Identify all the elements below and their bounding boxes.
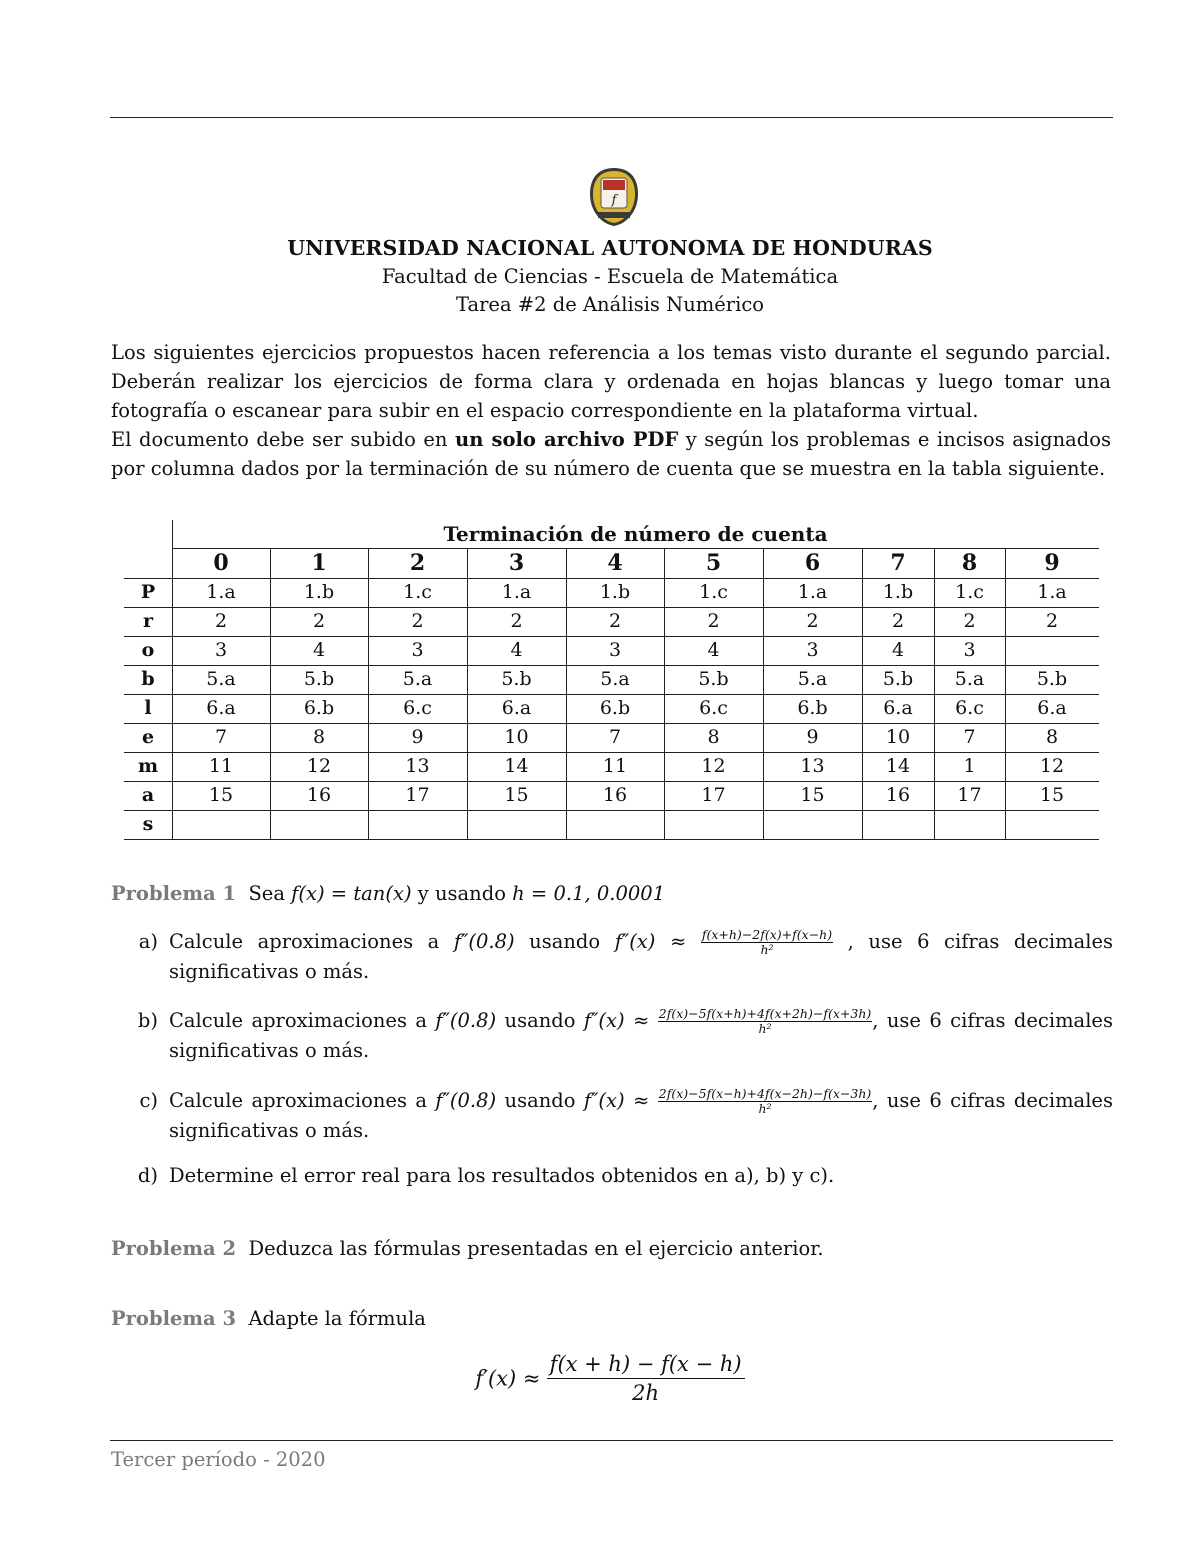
table-cell: 1.c: [955, 581, 984, 603]
table-cell: 6.a: [206, 697, 236, 719]
formula-fraction: [547, 1350, 745, 1407]
table-cell: [862, 810, 934, 839]
table-cell: [934, 810, 1005, 839]
table-caption: Terminación de número de cuenta: [443, 522, 828, 546]
row-label: l: [144, 697, 152, 719]
table-cell: 2: [963, 610, 976, 632]
task-title: Tarea #2 de Análisis Numérico: [455, 293, 765, 316]
item-b-at: f″(0.8): [435, 1009, 497, 1032]
problem-2-statement: [111, 1234, 824, 1263]
table-cell: 17: [701, 784, 726, 806]
table-cell: 4: [891, 639, 905, 661]
item-b-denominator: h²: [758, 1021, 772, 1036]
item-c-label: c): [139, 1089, 158, 1112]
table-cell: [664, 810, 763, 839]
table-cell: 2: [510, 610, 523, 632]
table-cell: 6.c: [403, 697, 432, 719]
column-header: 9: [1044, 550, 1060, 576]
item-c-pre: Calcule aproximaciones a: [169, 1089, 436, 1112]
table-cell: [270, 810, 368, 839]
item-a-numerator: f(x+h)−2f(x)+f(x−h): [701, 927, 833, 942]
problem-3-head: Problema 3: [111, 1307, 237, 1330]
table-cell: 6.a: [883, 697, 913, 719]
table-cell: 1.a: [206, 581, 236, 603]
table-cell: [566, 810, 664, 839]
table-cell: 1.b: [303, 581, 335, 603]
table-cell: 2: [1045, 610, 1059, 632]
row-label: b: [141, 668, 155, 690]
table-cell: 2: [214, 610, 228, 632]
table-cell: 3: [411, 639, 424, 661]
item-d-text: Determine el error real para los resultados obtenidos en a), b) y c).: [169, 1164, 835, 1187]
item-b-lhs: f″(x) ≈: [583, 1009, 650, 1032]
top-rule: [110, 117, 1113, 118]
column-header: 0: [213, 550, 229, 576]
table-cell: 12: [701, 755, 726, 777]
column-header: 3: [508, 550, 525, 576]
item-d-label: d): [137, 1164, 158, 1187]
item-a-mid: usando: [514, 930, 615, 953]
table-cell: 11: [208, 755, 234, 777]
table-cell: 13: [405, 755, 430, 777]
item-a-denominator: h²: [760, 942, 774, 957]
table-cell: 16: [602, 784, 628, 806]
item-a-pre: Calcule aproximaciones a: [169, 930, 454, 953]
table-cell: 5.b: [698, 668, 729, 690]
item-a-at: f″(0.8): [453, 930, 515, 953]
table-cell: 7: [608, 726, 622, 748]
table-cell: 6.c: [699, 697, 728, 719]
table-cell: 12: [306, 755, 332, 777]
table-cell: 15: [504, 784, 529, 806]
table-hline: [124, 839, 1099, 840]
table-cell: 9: [411, 726, 424, 748]
problem-1-statement: [111, 879, 665, 908]
table-cell: 6.a: [1037, 697, 1067, 719]
problem-2-head: Problema 2: [111, 1237, 237, 1260]
table-cell: 2: [411, 610, 424, 632]
table-cell: 8: [1045, 726, 1059, 748]
row-label: e: [141, 726, 155, 748]
item-b-pre: Calcule aproximaciones a: [169, 1009, 436, 1032]
column-header: 7: [890, 550, 906, 576]
table-cell: [1005, 810, 1099, 839]
column-header: 8: [961, 550, 978, 576]
table-cell: 1.b: [599, 581, 631, 603]
table-cell: 3: [963, 639, 976, 661]
table-cell: 5.a: [402, 668, 433, 690]
row-label: P: [140, 581, 156, 603]
intro-paragraph-2: [111, 425, 1111, 483]
table-cell: [368, 810, 467, 839]
table-cell: 5.b: [882, 668, 914, 690]
table-cell: [467, 810, 566, 839]
table-cell: 1.a: [1037, 581, 1067, 603]
assignment-table: [124, 520, 1099, 842]
university-title: UNIVERSIDAD NACIONAL AUTONOMA DE HONDURAS: [287, 236, 933, 260]
table-cell: 5.a: [797, 668, 828, 690]
table-cell: 1.c: [403, 581, 432, 603]
problem-1-head: Problema 1: [111, 882, 237, 905]
row-label: a: [141, 784, 155, 806]
row-label: s: [142, 813, 154, 835]
column-header: 6: [804, 550, 821, 576]
column-header: 5: [705, 550, 722, 576]
table-cell: 17: [405, 784, 430, 806]
table-cell: 17: [957, 784, 982, 806]
table-cell: 5.a: [206, 668, 236, 690]
table-cell: 1.c: [699, 581, 728, 603]
table-cell: 3: [608, 639, 622, 661]
faculty-line: Facultad de Ciencias - Escuela de Matemática: [381, 265, 839, 288]
table-cell: 10: [504, 726, 529, 748]
column-header: 1: [311, 550, 327, 576]
table-cell: 2: [806, 610, 819, 632]
table-cell: 3: [214, 639, 228, 661]
table-cell: 8: [707, 726, 720, 748]
problem-2-text: Deduzca las fórmulas presentadas en el ejercicio anterior.: [248, 1237, 824, 1260]
table-cell: 14: [885, 755, 911, 777]
intro-paragraph-1: Los siguientes ejercicios propuestos hacen referencia a los temas visto durante el segundo parcial. Deberán realizar los ejercicios de forma clara y ordenada en hojas blancas y luego tomar una fotografía o escanear para subir en el espacio correspondiente en la plataforma virtual.: [111, 341, 1111, 422]
problem-1-text-b: y usando: [411, 882, 513, 905]
item-b-numerator: 2f(x)−5f(x+h)+4f(x+2h)−f(x+3h): [658, 1006, 872, 1021]
table-cell: 1.a: [797, 581, 828, 603]
svg-text:f: f: [611, 193, 617, 208]
item-a-lhs: f″(x) ≈: [614, 930, 687, 953]
item-c-post: , use 6 cifras decimales significativas o más.: [169, 1089, 1113, 1142]
problem-3-formula: [0, 1350, 1200, 1407]
table-cell: 12: [1039, 755, 1065, 777]
item-c-fraction: [658, 1087, 872, 1116]
table-cell: 7: [963, 726, 976, 748]
table-cell: 15: [208, 784, 234, 806]
table-cell: 2: [608, 610, 622, 632]
table-cell: [1005, 636, 1099, 665]
table-cell: 14: [504, 755, 529, 777]
table-cell: [763, 810, 862, 839]
formula-lhs: f′(x) ≈: [475, 1366, 541, 1391]
item-c-at: f″(0.8): [435, 1089, 497, 1112]
problem-3-text: Adapte la fórmula: [248, 1307, 426, 1330]
item-b-label: b): [137, 1009, 158, 1032]
table-cell: 2: [891, 610, 905, 632]
table-cell: 16: [306, 784, 332, 806]
table-cell: 4: [510, 639, 523, 661]
intro-p2-start: El documento debe ser subido en: [111, 428, 456, 451]
table-cell: 5.a: [600, 668, 630, 690]
table-cell: 16: [885, 784, 911, 806]
intro-p2-bold: un solo archivo PDF: [455, 428, 679, 451]
table-cell: 9: [806, 726, 819, 748]
table-cell: 1: [963, 755, 976, 777]
problem-1-function: f(x) = tan(x): [291, 882, 412, 905]
item-c-lhs: f″(x) ≈: [583, 1089, 650, 1112]
university-seal-icon: [588, 166, 640, 228]
table-cell: 2: [707, 610, 720, 632]
item-b-fraction: [658, 1007, 872, 1036]
table-cell: 6.a: [501, 697, 532, 719]
table-cell: 4: [312, 639, 326, 661]
item-c-mid: usando: [496, 1089, 584, 1112]
item-c-numerator: 2f(x)−5f(x−h)+4f(x−2h)−f(x−3h): [658, 1086, 872, 1101]
item-b-post: , use 6 cifras decimales significativas o más.: [169, 1009, 1113, 1062]
table-cell: 6.b: [599, 697, 631, 719]
table-cell: 15: [1039, 784, 1065, 806]
intro-text: [111, 338, 1111, 483]
intro-p2-end: y según los problemas e incisos asignados por columna dados por la terminación de su número de cuenta que se muestra en la tabla siguiente.: [111, 428, 1111, 480]
table-cell: 5.a: [954, 668, 985, 690]
item-c-denominator: h²: [758, 1101, 772, 1116]
table-cell: 10: [885, 726, 911, 748]
table-cell: 6.b: [797, 697, 828, 719]
row-label: o: [141, 639, 155, 661]
problem-1-h-values: h = 0.1, 0.0001: [512, 882, 666, 905]
table-cell: 5.b: [1036, 668, 1068, 690]
problem-3-statement: [111, 1304, 426, 1333]
row-label: r: [142, 610, 153, 632]
formula-numerator: f(x + h) − f(x − h): [547, 1350, 745, 1379]
column-header: 2: [409, 550, 426, 576]
table-cell: [172, 810, 270, 839]
table-cell: 6.c: [955, 697, 984, 719]
table-cell: 1.a: [501, 581, 532, 603]
item-a-post: , use 6 cifras decimales significativas o más.: [169, 930, 1114, 983]
item-b-mid: usando: [496, 1009, 584, 1032]
row-label: m: [137, 755, 159, 777]
table-cell: 13: [800, 755, 825, 777]
problem-1-text-a: Sea: [248, 882, 292, 905]
table-cell: 5.b: [303, 668, 335, 690]
table-cell: 5.b: [501, 668, 532, 690]
table-cell: 4: [707, 639, 720, 661]
item-a-fraction: [701, 928, 833, 957]
table-cell: 2: [312, 610, 326, 632]
table-cell: 3: [806, 639, 819, 661]
column-header: 4: [607, 550, 623, 576]
table-cell: 1.b: [882, 581, 914, 603]
item-a-label: a): [138, 930, 158, 953]
table-cell: 7: [214, 726, 228, 748]
table-cell: 15: [800, 784, 825, 806]
table-cell: 6.b: [303, 697, 335, 719]
table-cell: 8: [312, 726, 326, 748]
footer-text: Tercer período - 2020: [111, 1448, 326, 1471]
bottom-rule: [110, 1440, 1113, 1441]
formula-denominator: 2h: [632, 1381, 660, 1405]
table-cell: 11: [602, 755, 628, 777]
